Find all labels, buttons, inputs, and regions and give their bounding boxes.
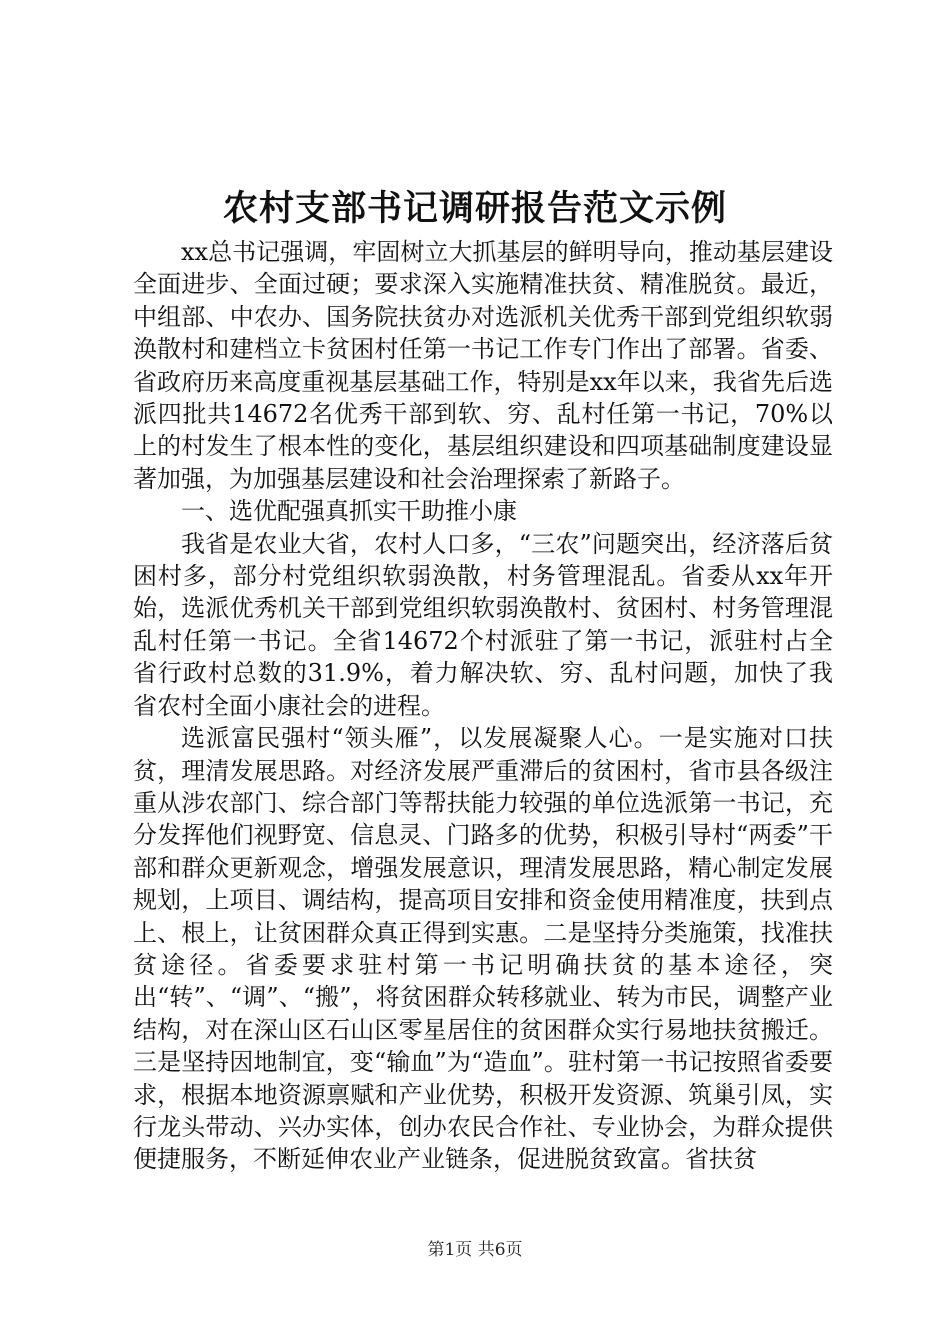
page-total: 共6页 (477, 1240, 523, 1260)
document-title: 农村支部书记调研报告范文示例 (222, 188, 727, 229)
document-body (133, 236, 833, 1176)
page-footer (0, 1238, 950, 1262)
section-heading: 一、选优配强真抓实干助推小康 (181, 497, 517, 526)
page-number: 第1页 (427, 1240, 473, 1260)
paragraph-measures: 选派富民强村“领头雁”，以发展凝聚人心。一是实施对口扶贫，理清发展思路。对经济发展严重滞后的贫困村，省市县各级注重从涉农部门、综合部门等帮扶能力较强的单位选派第一书记，充分发挥他们视野宽、信息灵、门路多的优势，积极引导村“两委”干部和群众更新观念，增强发展意识，理清发展思路，精心制定发展规划，上项目、调结构，提高项目安排和资金使用精准度，扶到点上、根上，让贫困群众真正得到实惠。二是坚持分类施策，找准扶贫途径。省委要求驻村第一书记明确扶贫的基本途径，突出“转”、“调”、“搬”，将贫困群众转移就业、转为市民，调整产业结构，对在深山区石山区零星居住的贫困群众实行易地扶贫搬迁。三是坚持因地制宜，变“输血”为“造血”。驻村第一书记按照省委要求，根据本地资源禀赋和产业优势，积极开发资源、筑巢引凤，实行龙头带动、兴办实体，创办农民合作社、专业协会，为群众提供便捷服务，不断延伸农业产业链条，促进脱贫致富。省扶贫 (133, 724, 833, 1174)
paragraph-intro: xx总书记强调，牢固树立大抓基层的鲜明导向，推动基层建设全面进步、全面过硬；要求深入实施精准扶贫、精准脱贫。最近，中组部、中农办、国务院扶贫办对选派机关优秀干部到党组织软弱涣散村和建档立卡贫困村任第一书记工作专门作出了部署。省委、省政府历来高度重视基层基础工作，特别是xx年以来，我省先后选派四批共14672名优秀干部到软、穷、乱村任第一书记，70%以上的村发生了根本性的变化，基层组织建设和四项基础制度建设显著加强，为加强基层建设和社会治理探索了新路子。 (133, 238, 833, 493)
paragraph-background: 我省是农业大省，农村人口多，“三农”问题突出，经济落后贫困村多，部分村党组织软弱涣散，村务管理混乱。省委从xx年开始，选派优秀机关干部到党组织软弱涣散村、贫困村、村务管理混乱村任第一书记。全省14672个村派驻了第一书记，派驻村占全省行政村总数的31.9%，着力解决软、穷、乱村问题，加快了我省农村全面小康社会的进程。 (133, 529, 833, 720)
